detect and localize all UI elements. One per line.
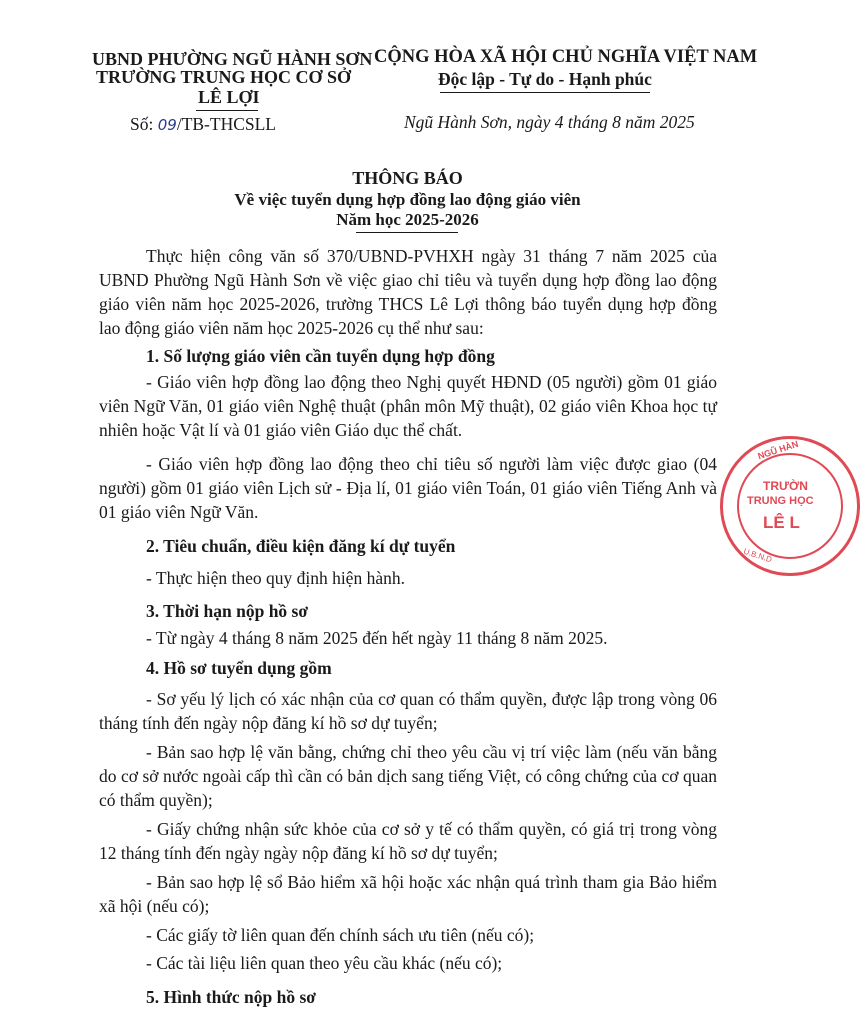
header-school-line1: TRƯỜNG TRUNG HỌC CƠ SỞ xyxy=(96,67,352,87)
place-date: Ngũ Hành Sơn, ngày 4 tháng 8 năm 2025 xyxy=(404,112,695,132)
school-seal xyxy=(720,436,860,576)
section-4-p3: - Giấy chứng nhận sức khỏe của cơ sở y tế có thẩm quyền, có giá trị trong vòng 12 tháng tính đến ngày ngày nộp đăng kí hồ sơ dự tuyển; xyxy=(99,819,717,863)
section-3-heading: 3. Thời hạn nộp hồ sơ xyxy=(146,601,309,621)
seal-line1: TRƯỜN xyxy=(763,479,808,493)
title-sub1: Về việc tuyển dụng hợp đồng lao động giáo viên xyxy=(234,190,581,209)
seal-line2: TRUNG HỌC xyxy=(747,495,814,507)
header-motto: Độc lập - Tự do - Hạnh phúc xyxy=(438,69,652,89)
seal-arc-top: NGŨ HÀN xyxy=(756,438,800,462)
section-3-p1: - Từ ngày 4 tháng 8 năm 2025 đến hết ngày 11 tháng 8 năm 2025. xyxy=(146,628,608,648)
section-1-p1: - Giáo viên hợp đồng lao động theo Nghị quyết HĐND (05 người) gồm 01 giáo viên Ngữ Văn, 01 giáo viên Nghệ thuật (phân môn Mỹ thuật), 02 giáo viên Khoa học tự nhiên hoặc Vật lí và 01 giáo viên Giáo dục thể chất. xyxy=(99,372,717,440)
number-handwritten: 09 xyxy=(157,116,177,134)
header-nation: CỘNG HÒA XÃ HỘI CHỦ NGHĨA VIỆT NAM xyxy=(374,47,758,67)
header-left-rule xyxy=(196,110,258,111)
section-1-heading: 1. Số lượng giáo viên cần tuyển dụng hợp đồng xyxy=(146,346,495,366)
seal-line3: LÊ L xyxy=(763,513,800,532)
number-suffix: /TB-THCSLL xyxy=(176,114,276,134)
seal-arc-bottom: U.B.N.D xyxy=(742,546,774,565)
title-sub2: Năm học 2025-2026 xyxy=(336,210,479,229)
title-rule xyxy=(356,232,458,233)
section-4-p2: - Bản sao hợp lệ văn bằng, chứng chỉ theo yêu cầu vị trí việc làm (nếu văn bằng do cơ sở nước ngoài cấp thì cần có bản dịch sang tiếng Việt, có công chứng của cơ quan có thẩm quyền); xyxy=(99,742,717,810)
section-4-p6: - Các tài liệu liên quan theo yêu cầu khác (nếu có); xyxy=(146,953,503,973)
title-main: THÔNG BÁO xyxy=(352,168,463,188)
section-1-p2: - Giáo viên hợp đồng lao động theo chỉ tiêu số người làm việc được giao (04 người) gồm 01 giáo viên Lịch sử - Địa lí, 01 giáo viên Toán, 01 giáo viên Tiếng Anh và 01 giáo viên Ngữ Văn. xyxy=(99,454,717,522)
section-4-p1: - Sơ yếu lý lịch có xác nhận của cơ quan có thẩm quyền, được lập trong vòng 06 tháng tính đến ngày nộp đăng kí hồ sơ dự tuyển; xyxy=(99,689,717,733)
document-body xyxy=(99,244,717,1009)
number-prefix: Số: xyxy=(130,114,154,134)
section-4-p4: - Bản sao hợp lệ sổ Bảo hiểm xã hội hoặc xác nhận quá trình tham gia Bảo hiểm xã hội (nếu có); xyxy=(99,872,717,916)
section-5-heading: 5. Hình thức nộp hồ sơ xyxy=(146,987,316,1007)
section-2-heading: 2. Tiêu chuẩn, điều kiện đăng kí dự tuyển xyxy=(146,536,456,556)
header-agency: UBND PHƯỜNG NGŨ HÀNH SƠN xyxy=(92,49,373,69)
section-4-heading: 4. Hồ sơ tuyển dụng gồm xyxy=(146,658,332,678)
header-school-line2: LÊ LỢI xyxy=(198,87,260,107)
document-number xyxy=(130,114,276,135)
header-right-rule xyxy=(440,92,650,93)
section-4-p5: - Các giấy tờ liên quan đến chính sách ưu tiên (nếu có); xyxy=(146,925,535,945)
intro-paragraph: Thực hiện công văn số 370/UBND-PVHXH ngày 31 tháng 7 năm 2025 của UBND Phường Ngũ Hành Sơn về việc giao chỉ tiêu và tuyển dụng hợp đồng lao động giáo viên năm học 2025-2026, trường THCS Lê Lợi thông báo tuyển dụng hợp đồng lao động giáo viên năm học 2025-2026 cụ thể như sau: xyxy=(99,246,717,338)
section-2-p1: - Thực hiện theo quy định hiện hành. xyxy=(146,568,405,588)
